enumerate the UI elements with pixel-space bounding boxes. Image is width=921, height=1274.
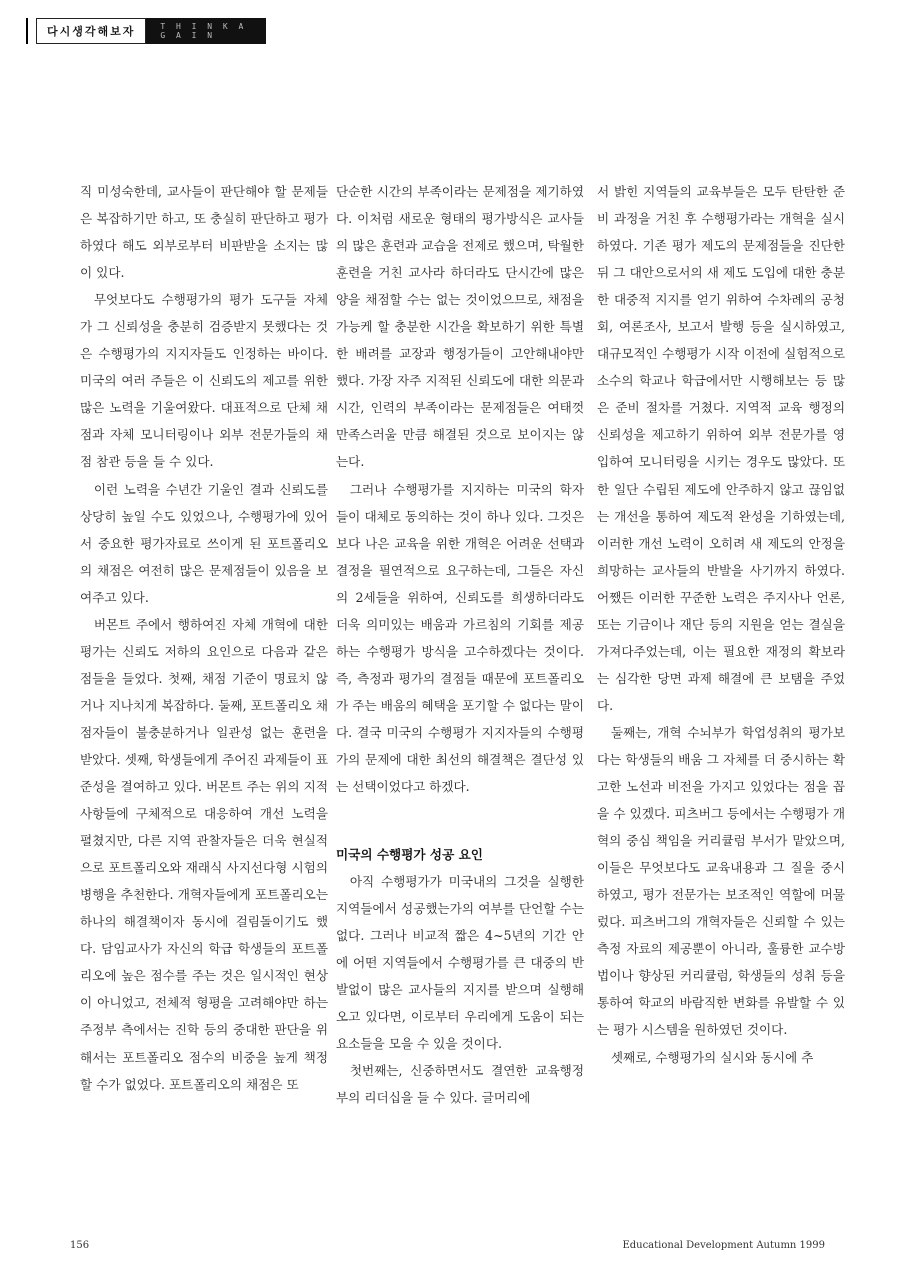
paragraph: 셋째로, 수행평가의 실시와 동시에 추 <box>610 1049 814 1065</box>
text-column-1 <box>80 178 328 1098</box>
paragraph: 그러나 수행평가를 지지하는 미국의 학자들이 대체로 동의하는 것이 하나 있다. 그것은 보다 나은 교육을 위한 개혁은 어려운 선택과 결정을 필연적으로 요구하는데, 그들은 자신의 2세들을 위하여, 신뢰도를 희생하더라도 더욱 의미있는 배움과 가르침의 기회를 제공하는 수행평가 방식을 고수하겠다는 것이다. 즉, 측정과 평가의 결점들 때문에 포트폴리오가 주는 배움의 혜택을 포기할 수 없다는 말이다. 결국 미국의 수행평가 지지자들의 수행평가의 문제에 대한 최선의 해결책은 결단성 있는 선택이었다고 하겠다. <box>336 481 584 795</box>
section-title: 다시생각해보자 <box>36 18 146 44</box>
section-spacer <box>336 800 584 841</box>
journal-footer: Educational Development Autumn 1999 <box>622 1240 825 1251</box>
text-column-3 <box>597 178 845 1071</box>
paragraph: 무엇보다도 수행평가의 평가 도구들 자체가 그 신뢰성을 충분히 검증받지 못했다는 것은 수행평가의 지지자들도 인정하는 바이다. 미국의 여러 주들은 이 신뢰도의 제고를 위한 많은 노력을 기울여왔다. 대표적으로 단체 채점과 자체 모니터링이나 외부 전문가들의 채점 참관 등을 들 수 있다. <box>80 292 328 470</box>
paragraph: 둘째는, 개혁 수뇌부가 학업성취의 평가보다는 학생들의 배움 그 자체를 더 중시하는 확고한 노선과 비전을 가지고 있었다는 점을 꼽을 수 있겠다. 피츠버그 등에서는 수행평가 개혁의 중심 책임을 커리큘럼 부서가 맡았으며, 이들은 무엇보다도 교육내용과 그 질을 중시하였고, 평가 전문가는 보조적인 역할에 머물렀다. 피츠버그의 개혁자들은 신뢰할 수 있는 측정 자료의 제공뿐이 아니라, 훌륭한 교수방법이나 향상된 커리큘럼, 학생들의 성취 등을 통하여 학교의 바람직한 변화를 유발할 수 있는 평가 시스템을 원하였던 것이다. <box>597 724 845 1038</box>
text-column-2 <box>336 178 584 1112</box>
paragraph: 버몬트 주에서 행하여진 자체 개혁에 대한 평가는 신뢰도 저하의 요인으로 다음과 같은 점들을 들었다. 첫째, 채점 기준이 명료치 않거나 지나치게 복잡하다. 둘째, 포트폴리오 채점자들이 불충분하거나 일관성 없는 훈련을 받았다. 셋째, 학생들에게 주어진 과제들이 표준성을 결여하고 있다. 버몬트 주는 위의 지적 사항들에 구체적으로 대응하여 개선 노력을 펼쳤지만, 다른 지역 관찰자들은 더욱 현실적으로 포트폴리오와 재래식 사지선다형 시험의 병행을 추천한다. 개혁자들에게 포트폴리오는 하나의 해결책이자 동시에 걸림돌이기도 했다. 담임교사가 자신의 학급 학생들의 포트폴리오에 높은 점수를 주는 것은 일시적인 현상이 아니었고, 전체적 형평을 고려해야만 하는 주정부 측에서는 진학 등의 중대한 판단을 위해서는 포트폴리오 점수의 비중을 높게 책정할 수가 없었다. 포트폴리오의 채점은 또 <box>80 616 328 1092</box>
paragraph: 직 미성숙한데, 교사들이 판단해야 할 문제들은 복잡하기만 하고, 또 충실히 판단하고 평가하였다 해도 외부로부터 비판받을 소지는 많이 있다. <box>80 184 328 281</box>
paragraph: 아직 수행평가가 미국내의 그것을 실행한 지역들에서 성공했는가의 여부를 단언할 수는 없다. 그러나 비교적 짧은 4~5년의 기간 안에 어떤 지역들에서 수행평가를 큰 대중의 반발없이 많은 교사들의 지지를 받으며 실행해오고 있다면, 이로부터 우리에게 도움이 되는 요소들을 모을 수 있을 것이다. <box>336 874 584 1052</box>
section-title-decoration: T H I N K A G A I N <box>146 18 266 44</box>
header-accent-bar <box>26 18 28 44</box>
paragraph: 단순한 시간의 부족이라는 문제점을 제기하였다. 이처럼 새로운 형태의 평가방식은 교사들의 많은 훈련과 교습을 전제로 했으며, 탁월한 훈련을 거친 교사라 하더라도 단시간에 많은 양을 채점할 수는 없는 것이었으므로, 채점을 가능케 할 충분한 시간을 확보하기 위한 특별한 배려를 교장과 행정가들이 고안해내야만 했다. 가장 자주 지적된 신뢰도에 대한 의문과 시간, 인력의 부족이라는 문제점들은 여태껏 만족스러울 만큼 해결된 것으로 보이지는 않는다. <box>336 184 584 470</box>
paragraph: 서 밝힌 지역들의 교육부들은 모두 탄탄한 준비 과정을 거친 후 수행평가라는 개혁을 실시하였다. 기존 평가 제도의 문제점들을 진단한 뒤 그 대안으로서의 새 제도 도입에 대한 충분한 대중적 지지를 얻기 위하여 수차례의 공청회, 여론조사, 보고서 발행 등을 실시하였고, 대규모적인 수행평가 시작 이전에 실험적으로 소수의 학교나 학급에서만 시행해보는 등 많은 준비 절차를 거쳤다. 지역적 교육 행정의 신뢰성을 제고하기 위하여 외부 전문가를 영입하여 모니터링을 시키는 경우도 많았다. 또한 일단 수립된 제도에 안주하지 않고 끊임없는 개선을 통하여 제도적 완성을 기하였는데, 이러한 개선 노력이 오히려 새 제도의 안정을 희망하는 교사들의 반발을 사기까지 하였다. 어쨌든 이러한 꾸준한 노력은 주지사나 언론, 또는 기금이나 재단 등의 지원을 얻는 결실을 가져다주었는데, 이는 필요한 재정의 확보라는 심각한 당면 과제 해결에 큰 보탬을 주었다. <box>597 184 845 713</box>
section-heading: 미국의 수행평가 성공 요인 <box>336 847 483 863</box>
paragraph: 첫번째는, 신중하면서도 결연한 교육행정부의 리더십을 들 수 있다. 글머리에 <box>336 1063 584 1106</box>
paragraph: 이런 노력을 수년간 기울인 결과 신뢰도를 상당히 높일 수도 있었으나, 수행평가에 있어서 중요한 평가자료로 쓰이게 된 포트폴리오의 채점은 여전히 많은 문제점들이 있음을 보여주고 있다. <box>80 481 328 605</box>
section-header <box>26 18 266 44</box>
page-number: 156 <box>70 1240 90 1251</box>
